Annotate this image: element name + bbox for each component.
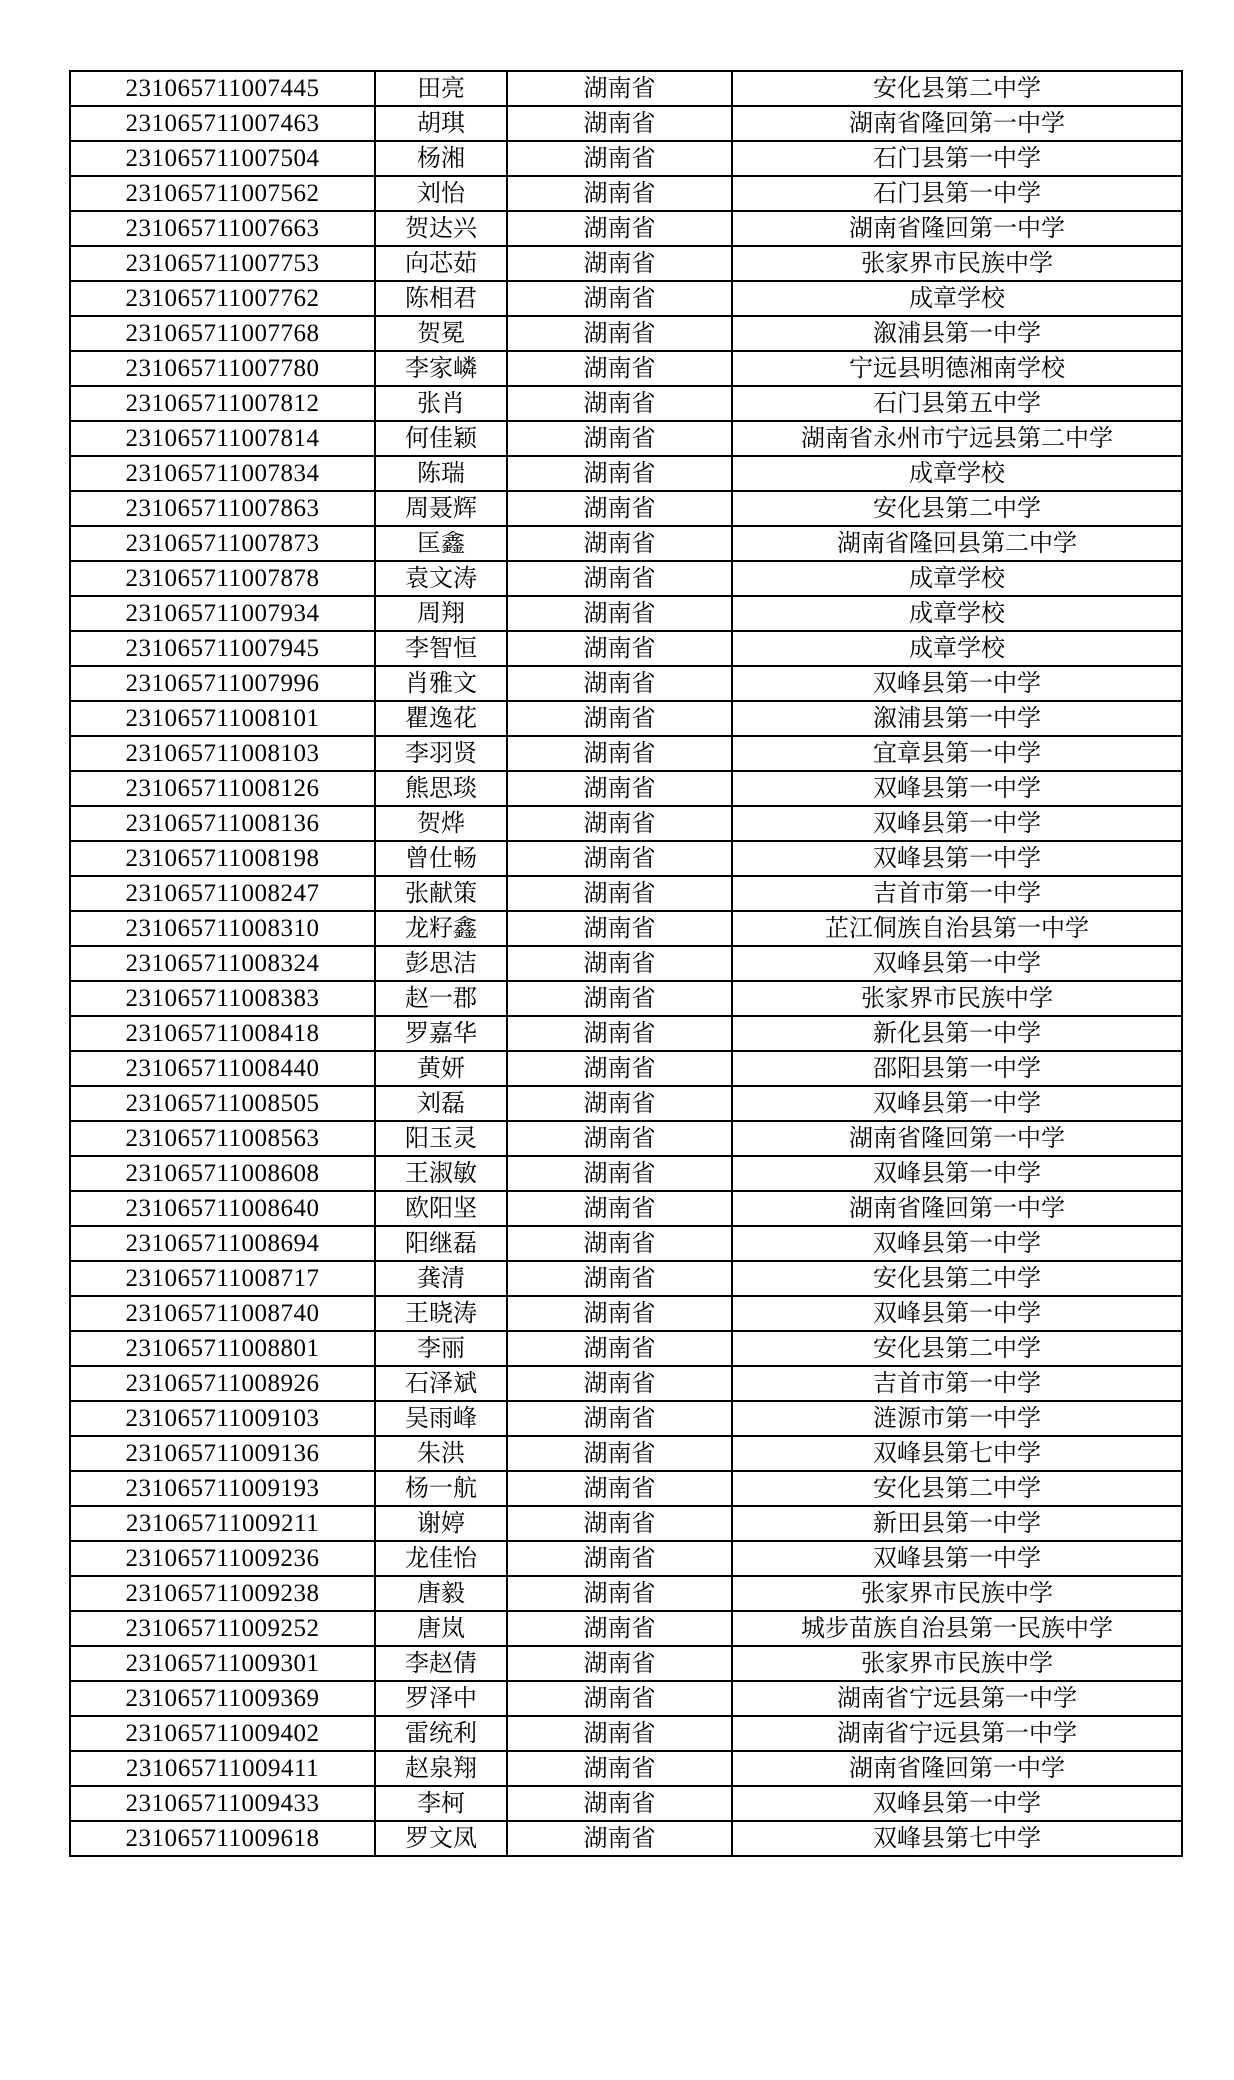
exam-number-cell: 231065711008694: [70, 1226, 375, 1261]
table-row: [70, 1191, 1182, 1226]
province-cell: 湖南省: [507, 1436, 732, 1471]
exam-number-cell: 231065711008740: [70, 1296, 375, 1331]
exam-number-cell: 231065711009433: [70, 1786, 375, 1821]
province-cell: 湖南省: [507, 876, 732, 911]
table-row: [70, 1156, 1182, 1191]
student-name-cell: 龚清: [375, 1261, 507, 1296]
school-cell: 城步苗族自治县第一民族中学: [732, 1611, 1182, 1646]
exam-number-cell: 231065711007663: [70, 211, 375, 246]
student-name-cell: 胡琪: [375, 106, 507, 141]
exam-number-cell: 231065711009136: [70, 1436, 375, 1471]
exam-number-cell: 231065711007780: [70, 351, 375, 386]
exam-number-cell: 231065711009193: [70, 1471, 375, 1506]
school-cell: 安化县第二中学: [732, 71, 1182, 106]
province-cell: 湖南省: [507, 1191, 732, 1226]
student-name-cell: 罗泽中: [375, 1681, 507, 1716]
province-cell: 湖南省: [507, 176, 732, 211]
province-cell: 湖南省: [507, 456, 732, 491]
province-cell: 湖南省: [507, 841, 732, 876]
student-name-cell: 阳继磊: [375, 1226, 507, 1261]
student-name-cell: 石泽斌: [375, 1366, 507, 1401]
province-cell: 湖南省: [507, 736, 732, 771]
table-row: [70, 1296, 1182, 1331]
exam-number-cell: 231065711008563: [70, 1121, 375, 1156]
exam-number-cell: 231065711008310: [70, 911, 375, 946]
exam-number-cell: 231065711009369: [70, 1681, 375, 1716]
table-row: [70, 281, 1182, 316]
province-cell: 湖南省: [507, 1821, 732, 1856]
student-name-cell: 贺烨: [375, 806, 507, 841]
table-row: [70, 141, 1182, 176]
school-cell: 张家界市民族中学: [732, 1576, 1182, 1611]
school-cell: 成章学校: [732, 281, 1182, 316]
student-name-cell: 田亮: [375, 71, 507, 106]
table-row: [70, 1436, 1182, 1471]
table-row: [70, 1086, 1182, 1121]
province-cell: 湖南省: [507, 421, 732, 456]
student-name-cell: 龙佳怡: [375, 1541, 507, 1576]
table-row: [70, 71, 1182, 106]
table-row: [70, 1226, 1182, 1261]
student-name-cell: 阳玉灵: [375, 1121, 507, 1156]
province-cell: 湖南省: [507, 316, 732, 351]
school-cell: 双峰县第一中学: [732, 1786, 1182, 1821]
school-cell: 溆浦县第一中学: [732, 316, 1182, 351]
table-row: [70, 211, 1182, 246]
table-row: [70, 316, 1182, 351]
table-row: [70, 1506, 1182, 1541]
exam-number-cell: 231065711007945: [70, 631, 375, 666]
school-cell: 张家界市民族中学: [732, 1646, 1182, 1681]
province-cell: 湖南省: [507, 386, 732, 421]
student-name-cell: 曾仕畅: [375, 841, 507, 876]
school-cell: 双峰县第一中学: [732, 771, 1182, 806]
exam-number-cell: 231065711009211: [70, 1506, 375, 1541]
province-cell: 湖南省: [507, 71, 732, 106]
exam-number-cell: 231065711008198: [70, 841, 375, 876]
school-cell: 吉首市第一中学: [732, 1366, 1182, 1401]
table-row: [70, 246, 1182, 281]
student-name-cell: 谢婷: [375, 1506, 507, 1541]
student-name-cell: 刘怡: [375, 176, 507, 211]
school-cell: 湖南省宁远县第一中学: [732, 1681, 1182, 1716]
province-cell: 湖南省: [507, 946, 732, 981]
exam-number-cell: 231065711008101: [70, 701, 375, 736]
student-name-cell: 杨一航: [375, 1471, 507, 1506]
school-cell: 宜章县第一中学: [732, 736, 1182, 771]
school-cell: 石门县第一中学: [732, 176, 1182, 211]
exam-number-cell: 231065711009103: [70, 1401, 375, 1436]
student-name-cell: 朱洪: [375, 1436, 507, 1471]
student-name-cell: 周翔: [375, 596, 507, 631]
student-name-cell: 李羽贤: [375, 736, 507, 771]
table-row: [70, 456, 1182, 491]
province-cell: 湖南省: [507, 211, 732, 246]
exam-number-cell: 231065711008247: [70, 876, 375, 911]
table-row: [70, 1681, 1182, 1716]
student-name-cell: 肖雅文: [375, 666, 507, 701]
exam-number-cell: 231065711008801: [70, 1331, 375, 1366]
school-cell: 湖南省隆回第一中学: [732, 1751, 1182, 1786]
table-row: [70, 1646, 1182, 1681]
province-cell: 湖南省: [507, 106, 732, 141]
exam-number-cell: 231065711008383: [70, 981, 375, 1016]
table-row: [70, 841, 1182, 876]
exam-number-cell: 231065711009301: [70, 1646, 375, 1681]
province-cell: 湖南省: [507, 981, 732, 1016]
student-name-cell: 龙籽鑫: [375, 911, 507, 946]
exam-number-cell: 231065711007562: [70, 176, 375, 211]
exam-number-cell: 231065711007768: [70, 316, 375, 351]
admission-roster-table: [69, 70, 1183, 1857]
province-cell: 湖南省: [507, 141, 732, 176]
school-cell: 吉首市第一中学: [732, 876, 1182, 911]
table-row: [70, 1716, 1182, 1751]
exam-number-cell: 231065711009402: [70, 1716, 375, 1751]
table-row: [70, 1821, 1182, 1856]
province-cell: 湖南省: [507, 281, 732, 316]
province-cell: 湖南省: [507, 1646, 732, 1681]
school-cell: 成章学校: [732, 631, 1182, 666]
exam-number-cell: 231065711009618: [70, 1821, 375, 1856]
table-row: [70, 1051, 1182, 1086]
table-row: [70, 1401, 1182, 1436]
school-cell: 宁远县明德湘南学校: [732, 351, 1182, 386]
exam-number-cell: 231065711008440: [70, 1051, 375, 1086]
province-cell: 湖南省: [507, 1716, 732, 1751]
school-cell: 湖南省隆回第一中学: [732, 211, 1182, 246]
student-name-cell: 欧阳坚: [375, 1191, 507, 1226]
exam-number-cell: 231065711009236: [70, 1541, 375, 1576]
exam-number-cell: 231065711008505: [70, 1086, 375, 1121]
table-row: [70, 771, 1182, 806]
table-row: [70, 421, 1182, 456]
school-cell: 安化县第二中学: [732, 1471, 1182, 1506]
school-cell: 双峰县第一中学: [732, 1226, 1182, 1261]
school-cell: 成章学校: [732, 596, 1182, 631]
province-cell: 湖南省: [507, 631, 732, 666]
student-name-cell: 周聂辉: [375, 491, 507, 526]
province-cell: 湖南省: [507, 1681, 732, 1716]
province-cell: 湖南省: [507, 1506, 732, 1541]
student-name-cell: 张肖: [375, 386, 507, 421]
school-cell: 双峰县第一中学: [732, 946, 1182, 981]
exam-number-cell: 231065711007873: [70, 526, 375, 561]
province-cell: 湖南省: [507, 1156, 732, 1191]
school-cell: 石门县第五中学: [732, 386, 1182, 421]
table-row: [70, 1541, 1182, 1576]
student-name-cell: 熊思琰: [375, 771, 507, 806]
school-cell: 双峰县第一中学: [732, 666, 1182, 701]
exam-number-cell: 231065711007753: [70, 246, 375, 281]
school-cell: 双峰县第七中学: [732, 1436, 1182, 1471]
school-cell: 湖南省永州市宁远县第二中学: [732, 421, 1182, 456]
exam-number-cell: 231065711008640: [70, 1191, 375, 1226]
school-cell: 石门县第一中学: [732, 141, 1182, 176]
province-cell: 湖南省: [507, 1331, 732, 1366]
school-cell: 双峰县第一中学: [732, 1156, 1182, 1191]
school-cell: 安化县第二中学: [732, 491, 1182, 526]
province-cell: 湖南省: [507, 561, 732, 596]
province-cell: 湖南省: [507, 596, 732, 631]
student-name-cell: 赵泉翔: [375, 1751, 507, 1786]
province-cell: 湖南省: [507, 526, 732, 561]
table-row: [70, 631, 1182, 666]
table-row: [70, 1611, 1182, 1646]
province-cell: 湖南省: [507, 1401, 732, 1436]
school-cell: 涟源市第一中学: [732, 1401, 1182, 1436]
table-row: [70, 876, 1182, 911]
school-cell: 双峰县第一中学: [732, 806, 1182, 841]
province-cell: 湖南省: [507, 1016, 732, 1051]
province-cell: 湖南省: [507, 1261, 732, 1296]
exam-number-cell: 231065711008926: [70, 1366, 375, 1401]
province-cell: 湖南省: [507, 351, 732, 386]
student-name-cell: 唐岚: [375, 1611, 507, 1646]
student-name-cell: 刘磊: [375, 1086, 507, 1121]
province-cell: 湖南省: [507, 246, 732, 281]
school-cell: 双峰县第七中学: [732, 1821, 1182, 1856]
student-name-cell: 贺达兴: [375, 211, 507, 246]
table-row: [70, 701, 1182, 736]
province-cell: 湖南省: [507, 1296, 732, 1331]
student-name-cell: 彭思洁: [375, 946, 507, 981]
exam-number-cell: 231065711007463: [70, 106, 375, 141]
table-row: [70, 1121, 1182, 1156]
exam-number-cell: 231065711009238: [70, 1576, 375, 1611]
exam-number-cell: 231065711007863: [70, 491, 375, 526]
province-cell: 湖南省: [507, 1086, 732, 1121]
school-cell: 安化县第二中学: [732, 1331, 1182, 1366]
student-name-cell: 瞿逸花: [375, 701, 507, 736]
province-cell: 湖南省: [507, 1576, 732, 1611]
school-cell: 安化县第二中学: [732, 1261, 1182, 1296]
school-cell: 芷江侗族自治县第一中学: [732, 911, 1182, 946]
exam-number-cell: 231065711007878: [70, 561, 375, 596]
school-cell: 湖南省隆回第一中学: [732, 1121, 1182, 1156]
province-cell: 湖南省: [507, 491, 732, 526]
table-row: [70, 106, 1182, 141]
student-name-cell: 杨湘: [375, 141, 507, 176]
exam-number-cell: 231065711008324: [70, 946, 375, 981]
province-cell: 湖南省: [507, 1121, 732, 1156]
table-row: [70, 1751, 1182, 1786]
student-name-cell: 何佳颖: [375, 421, 507, 456]
student-name-cell: 唐毅: [375, 1576, 507, 1611]
province-cell: 湖南省: [507, 771, 732, 806]
table-row: [70, 666, 1182, 701]
student-name-cell: 雷统利: [375, 1716, 507, 1751]
table-row: [70, 806, 1182, 841]
student-name-cell: 罗文凤: [375, 1821, 507, 1856]
student-name-cell: 罗嘉华: [375, 1016, 507, 1051]
table-row: [70, 981, 1182, 1016]
exam-number-cell: 231065711007934: [70, 596, 375, 631]
table-row: [70, 1786, 1182, 1821]
student-name-cell: 陈相君: [375, 281, 507, 316]
school-cell: 张家界市民族中学: [732, 981, 1182, 1016]
table-row: [70, 946, 1182, 981]
school-cell: 双峰县第一中学: [732, 1541, 1182, 1576]
exam-number-cell: 231065711009411: [70, 1751, 375, 1786]
school-cell: 湖南省隆回县第二中学: [732, 526, 1182, 561]
exam-number-cell: 231065711007762: [70, 281, 375, 316]
school-cell: 新田县第一中学: [732, 1506, 1182, 1541]
table-row: [70, 526, 1182, 561]
province-cell: 湖南省: [507, 1611, 732, 1646]
table-row: [70, 351, 1182, 386]
province-cell: 湖南省: [507, 1051, 732, 1086]
school-cell: 双峰县第一中学: [732, 1296, 1182, 1331]
student-name-cell: 赵一郡: [375, 981, 507, 1016]
school-cell: 湖南省宁远县第一中学: [732, 1716, 1182, 1751]
table-row: [70, 1261, 1182, 1296]
student-name-cell: 向芯茹: [375, 246, 507, 281]
school-cell: 张家界市民族中学: [732, 246, 1182, 281]
exam-number-cell: 231065711007814: [70, 421, 375, 456]
table-row: [70, 1366, 1182, 1401]
school-cell: 新化县第一中学: [732, 1016, 1182, 1051]
student-name-cell: 袁文涛: [375, 561, 507, 596]
table-row: [70, 1576, 1182, 1611]
student-name-cell: 王淑敏: [375, 1156, 507, 1191]
province-cell: 湖南省: [507, 1226, 732, 1261]
exam-number-cell: 231065711009252: [70, 1611, 375, 1646]
student-name-cell: 李丽: [375, 1331, 507, 1366]
table-row: [70, 1471, 1182, 1506]
province-cell: 湖南省: [507, 911, 732, 946]
province-cell: 湖南省: [507, 1541, 732, 1576]
province-cell: 湖南省: [507, 806, 732, 841]
table-row: [70, 1331, 1182, 1366]
student-name-cell: 李智恒: [375, 631, 507, 666]
exam-number-cell: 231065711008418: [70, 1016, 375, 1051]
school-cell: 湖南省隆回第一中学: [732, 1191, 1182, 1226]
province-cell: 湖南省: [507, 666, 732, 701]
exam-number-cell: 231065711008136: [70, 806, 375, 841]
student-name-cell: 张献策: [375, 876, 507, 911]
roster-table-body: [70, 71, 1182, 1856]
student-name-cell: 李柯: [375, 1786, 507, 1821]
school-cell: 溆浦县第一中学: [732, 701, 1182, 736]
exam-number-cell: 231065711008103: [70, 736, 375, 771]
exam-number-cell: 231065711007445: [70, 71, 375, 106]
table-row: [70, 596, 1182, 631]
exam-number-cell: 231065711007834: [70, 456, 375, 491]
table-row: [70, 491, 1182, 526]
student-name-cell: 黄妍: [375, 1051, 507, 1086]
school-cell: 双峰县第一中学: [732, 841, 1182, 876]
school-cell: 邵阳县第一中学: [732, 1051, 1182, 1086]
table-row: [70, 911, 1182, 946]
table-row: [70, 176, 1182, 211]
table-row: [70, 386, 1182, 421]
student-name-cell: 李赵倩: [375, 1646, 507, 1681]
school-cell: 成章学校: [732, 561, 1182, 596]
school-cell: 双峰县第一中学: [732, 1086, 1182, 1121]
exam-number-cell: 231065711007812: [70, 386, 375, 421]
school-cell: 成章学校: [732, 456, 1182, 491]
province-cell: 湖南省: [507, 1471, 732, 1506]
student-name-cell: 陈瑞: [375, 456, 507, 491]
province-cell: 湖南省: [507, 701, 732, 736]
table-row: [70, 1016, 1182, 1051]
student-name-cell: 吴雨峰: [375, 1401, 507, 1436]
student-name-cell: 李家嶙: [375, 351, 507, 386]
school-cell: 湖南省隆回第一中学: [732, 106, 1182, 141]
exam-number-cell: 231065711007996: [70, 666, 375, 701]
exam-number-cell: 231065711008608: [70, 1156, 375, 1191]
student-name-cell: 匡鑫: [375, 526, 507, 561]
province-cell: 湖南省: [507, 1751, 732, 1786]
exam-number-cell: 231065711008717: [70, 1261, 375, 1296]
province-cell: 湖南省: [507, 1786, 732, 1821]
table-row: [70, 561, 1182, 596]
student-name-cell: 王晓涛: [375, 1296, 507, 1331]
exam-number-cell: 231065711007504: [70, 141, 375, 176]
table-row: [70, 736, 1182, 771]
exam-number-cell: 231065711008126: [70, 771, 375, 806]
province-cell: 湖南省: [507, 1366, 732, 1401]
student-name-cell: 贺冕: [375, 316, 507, 351]
